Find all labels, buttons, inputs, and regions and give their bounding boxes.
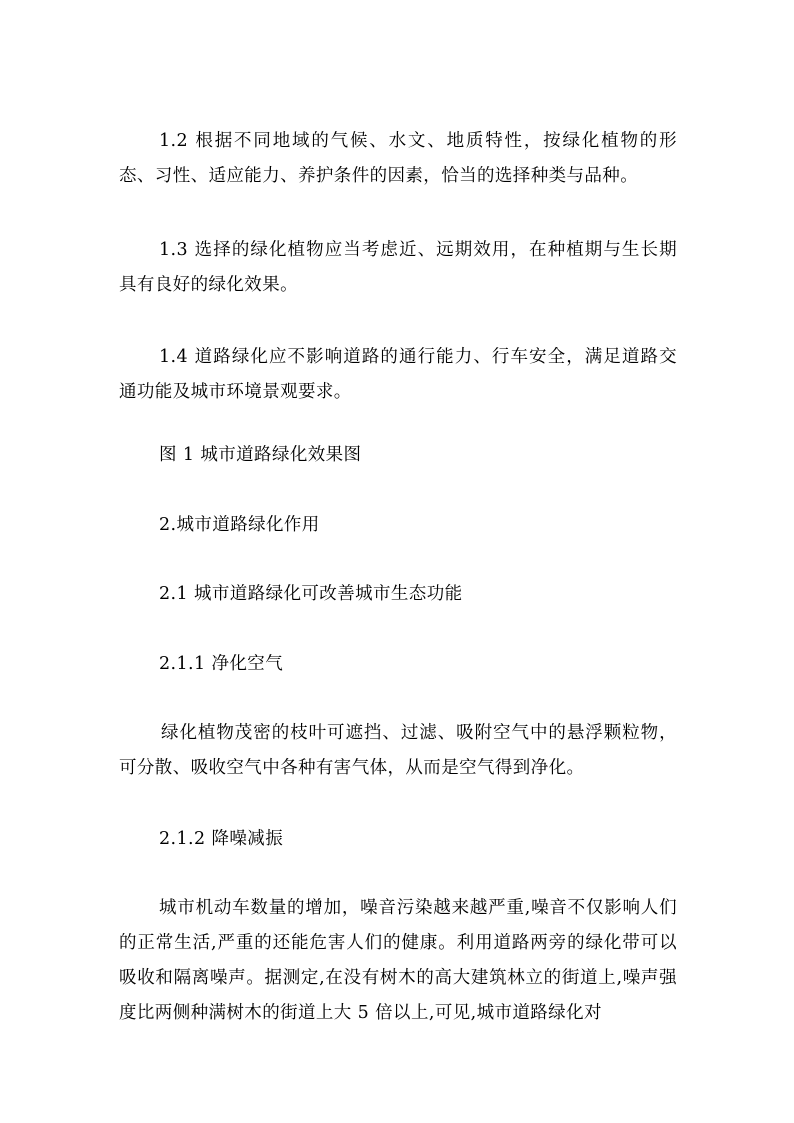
paragraph-air-purification: 绿化植物茂密的枝叶可遮挡、过滤、吸附空气中的悬浮颗粒物，可分散、吸收空气中各种有害气体，从而是空气得到净化。 (119, 723, 677, 778)
paragraph-1-4: 1.4 道路绿化应不影响道路的通行能力、行车安全，满足道路交通功能及城市环境景观要求。 (119, 347, 677, 402)
figure-caption: 图 1 城市道路绿化效果图 (159, 445, 362, 465)
subsection-heading-2-1-1: 2.1.1 净化空气 (159, 654, 284, 674)
subsection-heading-2-1-2: 2.1.2 降噪减振 (159, 829, 284, 849)
paragraph-1-3: 1.3 选择的绿化植物应当考虑近、远期效用，在种植期与生长期具有良好的绿化效果。 (119, 240, 677, 295)
section-heading-2: 2.城市道路绿化作用 (159, 515, 320, 535)
subsection-heading-2-1: 2.1 城市道路绿化可改善城市生态功能 (159, 584, 463, 604)
paragraph-1-2: 1.2 根据不同地域的气候、水文、地质特性，按绿化植物的形态、习性、适应能力、养护条件的因素，恰当的选择种类与品种。 (119, 131, 677, 186)
paragraph-noise-reduction: 城市机动车数量的增加，噪音污染越来越严重,噪音不仅影响人们的正常生活,严重的还能危害人们的健康。利用道路两旁的绿化带可以吸收和隔离噪声。据测定,在没有树木的高大建筑林立的街道上,噪声强度比两侧种满树木的街道上大 5 倍以上,可见,城市道路绿化对 (119, 898, 677, 1023)
